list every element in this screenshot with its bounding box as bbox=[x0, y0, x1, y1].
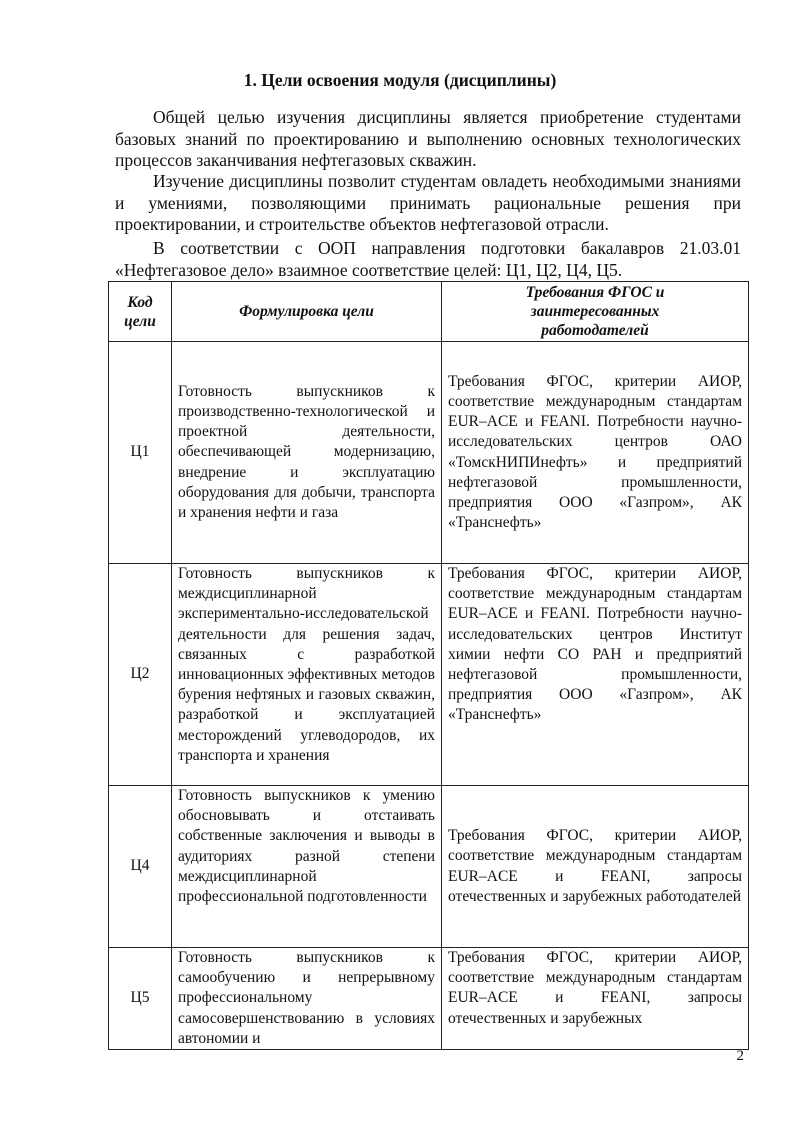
header-goal: Формулировка цели bbox=[172, 282, 442, 342]
goal-requirements: Требования ФГОС, критерии АИОР, соответствие международным стандартам EUR–ACE и FEANI. Потребности научно-исследовательских центров Институт химии нефти СО РАН и предприятий нефтегазовой промышленности, предприятия ООО «Газпром», АК «Транснефть» bbox=[442, 564, 749, 786]
intro-paragraph: Общей целью изучения дисциплины является приобретение студентами базовых знаний по проектированию и выполнению основных технологических процессов заканчивания нефтегазовых скважин. bbox=[115, 107, 741, 170]
goal-text: Готовность выпускников к производственно-технологической и проектной деятельности, обеспечивающей модернизацию, внедрение и эксплуатацию оборудования для добычи, транспорта и хранения нефти и газа bbox=[172, 342, 442, 564]
correspondence-paragraph: В соответствии с ООП направления подготовки бакалавров 21.03.01 «Нефтегазовое дело» взаимное соответствие целей: Ц1, Ц2, Ц4, Ц5. bbox=[115, 238, 741, 280]
goal-requirements: Требования ФГОС, критерии АИОР, соответствие международным стандартам EUR–ACE и FEANI, запросы отечественных и зарубежных bbox=[442, 948, 749, 1050]
goal-text: Готовность выпускников к умению обосновывать и отстаивать собственные заключения и выводы в аудиториях разной степени междисциплинарной профессиональной подготовленности bbox=[172, 786, 442, 948]
header-requirements: Требования ФГОС и заинтересованных работодателей bbox=[442, 282, 749, 342]
table-header-row bbox=[109, 282, 749, 342]
goal-requirements: Требования ФГОС, критерии АИОР, соответствие международным стандартам EUR–ACE и FEANI, запросы отечественных и зарубежных работодателей bbox=[442, 786, 749, 948]
goal-requirements: Требования ФГОС, критерии АИОР, соответствие международным стандартам EUR–ACE и FEANI. Потребности научно-исследовательских центров ОАО «ТомскНИПИнефть» и предприятий нефтегазовой промышленности, предприятия ООО «Газпром», АК «Транснефть» bbox=[442, 342, 749, 564]
table-row bbox=[109, 564, 749, 786]
header-code: Код цели bbox=[109, 282, 172, 342]
goal-code: Ц5 bbox=[109, 948, 172, 1050]
goal-code: Ц2 bbox=[109, 564, 172, 786]
table-row bbox=[109, 948, 749, 1050]
table-row bbox=[109, 786, 749, 948]
skills-paragraph: Изучение дисциплины позволит студентам овладеть необходимыми знаниями и умениями, позволяющими принимать рациональные решения при проектировании, и строительстве объектов нефтегазовой отрасли. bbox=[115, 171, 741, 234]
goal-text: Готовность выпускников к междисциплинарной экспериментально-исследовательской деятельности для решения задач, связанных с разработкой инновационных эффективных методов бурения нефтяных и газовых скважин, разработкой и эксплуатацией месторождений углеводородов, их транспорта и хранения bbox=[172, 564, 442, 786]
table-row bbox=[109, 342, 749, 564]
page-number: 2 bbox=[736, 1048, 744, 1064]
goal-text: Готовность выпускников к самообучению и непрерывному профессиональному самосовершенствованию в условиях автономии и bbox=[172, 948, 442, 1050]
goals-table bbox=[108, 281, 749, 1050]
goal-code: Ц1 bbox=[109, 342, 172, 564]
section-heading: 1. Цели освоения модуля (дисциплины) bbox=[243, 70, 557, 90]
goal-code: Ц4 bbox=[109, 786, 172, 948]
